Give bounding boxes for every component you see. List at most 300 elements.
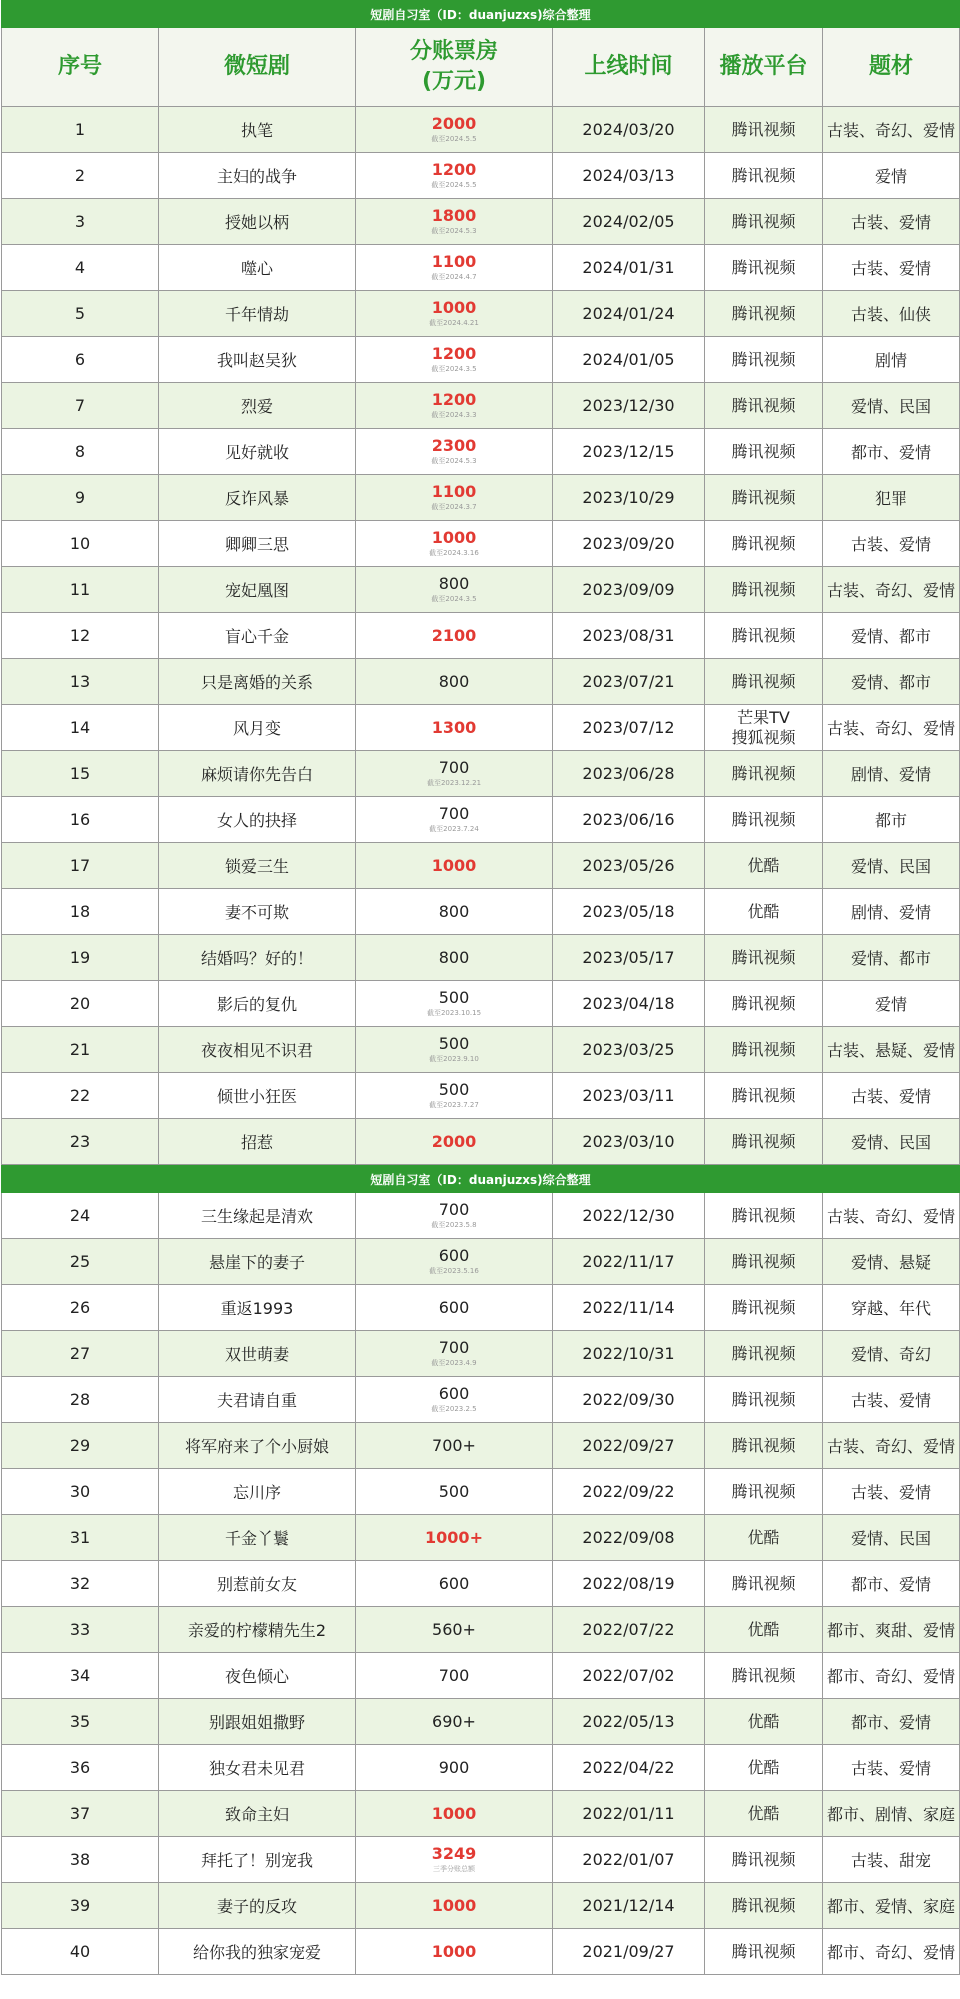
drama-title: 招惹 — [159, 1119, 356, 1165]
release-date: 2023/12/15 — [553, 429, 705, 475]
box-office-value: 1000 — [431, 855, 477, 875]
genre: 古装、仙侠 — [823, 291, 960, 337]
drama-title: 千年情劫 — [159, 291, 356, 337]
box-office-cell — [356, 1239, 553, 1285]
table-row — [2, 1119, 960, 1165]
box-office-cell — [356, 1745, 553, 1791]
table-row — [2, 1929, 960, 1975]
genre: 爱情、悬疑 — [823, 1239, 960, 1285]
box-office-note: 三季分账总额 — [433, 1865, 475, 1873]
row-index: 1 — [2, 107, 159, 153]
release-date: 2023/03/11 — [553, 1073, 705, 1119]
release-date: 2023/03/25 — [553, 1027, 705, 1073]
row-index: 27 — [2, 1331, 159, 1377]
table-row — [2, 613, 960, 659]
table-row — [2, 1699, 960, 1745]
box-office-value: 3249 — [431, 1844, 477, 1863]
release-date: 2023/03/10 — [553, 1119, 705, 1165]
box-office-cell — [356, 1027, 553, 1073]
drama-title: 妻子的反攻 — [159, 1883, 356, 1929]
genre: 古装、爱情 — [823, 1377, 960, 1423]
platform: 腾讯视频 — [705, 1423, 823, 1469]
table-row — [2, 567, 960, 613]
box-office-value: 500 — [438, 1080, 470, 1099]
genre: 古装、甜宠 — [823, 1837, 960, 1883]
platform: 腾讯视频 — [705, 1561, 823, 1607]
box-office-cell — [356, 567, 553, 613]
row-index: 30 — [2, 1469, 159, 1515]
platform: 腾讯视频 — [705, 613, 823, 659]
box-office-value: 500 — [438, 1481, 470, 1501]
box-office-note: 截至2023.12.21 — [426, 779, 482, 787]
row-index: 22 — [2, 1073, 159, 1119]
row-index: 20 — [2, 981, 159, 1027]
row-index: 29 — [2, 1423, 159, 1469]
table-row — [2, 1193, 960, 1239]
box-office-cell — [356, 659, 553, 705]
box-office-note: 截至2023.7.27 — [429, 1101, 479, 1109]
row-index: 19 — [2, 935, 159, 981]
drama-title: 执笔 — [159, 107, 356, 153]
release-date: 2023/07/12 — [553, 705, 705, 751]
box-office-cell — [356, 1561, 553, 1607]
drama-title: 女人的抉择 — [159, 797, 356, 843]
row-index: 15 — [2, 751, 159, 797]
row-index: 23 — [2, 1119, 159, 1165]
table-row — [2, 337, 960, 383]
row-index: 26 — [2, 1285, 159, 1331]
table-row — [2, 1561, 960, 1607]
drama-title: 夫君请自重 — [159, 1377, 356, 1423]
box-office-cell — [356, 1883, 553, 1929]
box-office-cell — [356, 797, 553, 843]
drama-title: 噬心 — [159, 245, 356, 291]
box-office-value: 2100 — [431, 625, 477, 645]
release-date: 2023/06/28 — [553, 751, 705, 797]
drama-title: 我叫赵吴狄 — [159, 337, 356, 383]
release-date: 2023/07/21 — [553, 659, 705, 705]
box-office-value: 1100 — [431, 252, 477, 271]
release-date: 2022/09/22 — [553, 1469, 705, 1515]
box-office-cell — [356, 291, 553, 337]
platform: 腾讯视频 — [705, 1469, 823, 1515]
box-office-cell — [356, 613, 553, 659]
box-office-note: 截至2024.3.3 — [431, 411, 477, 419]
platform: 腾讯视频 — [705, 1285, 823, 1331]
header-title: 微短剧 — [159, 28, 356, 107]
row-index: 31 — [2, 1515, 159, 1561]
box-office-cell — [356, 429, 553, 475]
genre: 古装、奇幻、爱情 — [823, 107, 960, 153]
box-office-value: 600 — [438, 1246, 470, 1265]
box-office-cell — [356, 751, 553, 797]
drama-title: 见好就收 — [159, 429, 356, 475]
release-date: 2023/05/17 — [553, 935, 705, 981]
release-date: 2022/09/08 — [553, 1515, 705, 1561]
genre: 剧情、爱情 — [823, 889, 960, 935]
platform: 腾讯视频 — [705, 567, 823, 613]
platform: 腾讯视频 — [705, 1883, 823, 1929]
row-index: 8 — [2, 429, 159, 475]
table-row — [2, 1515, 960, 1561]
genre: 剧情、爱情 — [823, 751, 960, 797]
box-office-note: 截至2023.7.24 — [429, 825, 479, 833]
box-office-value: 1200 — [431, 344, 477, 363]
release-date: 2024/01/24 — [553, 291, 705, 337]
box-office-cell — [356, 1837, 553, 1883]
table-row — [2, 1377, 960, 1423]
box-office-value: 1000 — [431, 1803, 477, 1823]
box-office-value: 690+ — [432, 1711, 476, 1731]
release-date: 2022/09/27 — [553, 1423, 705, 1469]
box-office-value: 500 — [438, 1034, 470, 1053]
genre: 爱情、奇幻 — [823, 1331, 960, 1377]
box-office-cell — [356, 1119, 553, 1165]
release-date: 2022/12/30 — [553, 1193, 705, 1239]
table-part-2 — [1, 1165, 960, 1975]
release-date: 2022/09/30 — [553, 1377, 705, 1423]
drama-title: 给你我的独家宠爱 — [159, 1929, 356, 1975]
release-date: 2022/07/02 — [553, 1653, 705, 1699]
box-office-value: 1200 — [431, 160, 477, 179]
genre: 古装、奇幻、爱情 — [823, 1423, 960, 1469]
box-office-note: 截至2023.10.15 — [426, 1009, 482, 1017]
table-row — [2, 107, 960, 153]
genre: 爱情 — [823, 153, 960, 199]
release-date: 2023/09/09 — [553, 567, 705, 613]
box-office-value: 700 — [438, 1200, 470, 1219]
genre: 古装、爱情 — [823, 1745, 960, 1791]
release-date: 2021/09/27 — [553, 1929, 705, 1975]
platform: 优酷 — [705, 889, 823, 935]
table-row — [2, 475, 960, 521]
row-index: 5 — [2, 291, 159, 337]
table-row — [2, 843, 960, 889]
platform: 腾讯视频 — [705, 1119, 823, 1165]
release-date: 2022/05/13 — [553, 1699, 705, 1745]
platform: 优酷 — [705, 1607, 823, 1653]
row-index: 2 — [2, 153, 159, 199]
table-row — [2, 199, 960, 245]
row-index: 35 — [2, 1699, 159, 1745]
box-office-value: 1000 — [431, 298, 477, 317]
genre: 都市、奇幻、爱情 — [823, 1929, 960, 1975]
release-date: 2022/07/22 — [553, 1607, 705, 1653]
drama-title: 主妇的战争 — [159, 153, 356, 199]
table-row — [2, 935, 960, 981]
platform: 腾讯视频 — [705, 199, 823, 245]
drama-title: 结婚吗？好的！ — [159, 935, 356, 981]
platform: 优酷 — [705, 843, 823, 889]
box-office-note: 截至2024.5.5 — [431, 135, 477, 143]
box-office-cell — [356, 107, 553, 153]
drama-title: 卿卿三思 — [159, 521, 356, 567]
box-office-value: 700 — [438, 1665, 470, 1685]
table-row — [2, 153, 960, 199]
release-date: 2024/01/05 — [553, 337, 705, 383]
box-office-cell — [356, 475, 553, 521]
row-index: 9 — [2, 475, 159, 521]
box-office-value: 700 — [438, 758, 470, 777]
drama-title: 授她以柄 — [159, 199, 356, 245]
box-office-note: 截至2024.3.7 — [431, 503, 477, 511]
box-office-cell — [356, 843, 553, 889]
box-office-note: 截至2023.9.10 — [429, 1055, 479, 1063]
box-office-note: 截至2023.5.8 — [431, 1221, 477, 1229]
box-office-cell — [356, 1285, 553, 1331]
box-office-value: 600 — [438, 1573, 470, 1593]
genre: 爱情、都市 — [823, 613, 960, 659]
genre: 都市、爱情 — [823, 1699, 960, 1745]
box-office-value: 600 — [438, 1384, 470, 1403]
table-row — [2, 705, 960, 751]
table-row — [2, 1837, 960, 1883]
row-index: 36 — [2, 1745, 159, 1791]
drama-title: 烈爱 — [159, 383, 356, 429]
genre: 爱情、民国 — [823, 1119, 960, 1165]
release-date: 2024/03/20 — [553, 107, 705, 153]
row-index: 28 — [2, 1377, 159, 1423]
row-index: 11 — [2, 567, 159, 613]
row-index: 14 — [2, 705, 159, 751]
source-banner-repeat: 短剧自习室（ID：duanjuzxs)综合整理 — [2, 1166, 960, 1193]
row-index: 40 — [2, 1929, 159, 1975]
release-date: 2023/05/18 — [553, 889, 705, 935]
release-date: 2023/05/26 — [553, 843, 705, 889]
platform: 腾讯视频 — [705, 475, 823, 521]
table-row — [2, 1607, 960, 1653]
row-index: 7 — [2, 383, 159, 429]
box-office-value: 700 — [438, 804, 470, 823]
platform: 腾讯视频 — [705, 981, 823, 1027]
box-office-value: 500 — [438, 988, 470, 1007]
platform: 优酷 — [705, 1791, 823, 1837]
box-office-value: 1000+ — [425, 1527, 483, 1547]
genre: 爱情、民国 — [823, 1515, 960, 1561]
genre: 古装、爱情 — [823, 1469, 960, 1515]
genre: 穿越、年代 — [823, 1285, 960, 1331]
header-platform: 播放平台 — [705, 28, 823, 107]
genre: 古装、爱情 — [823, 1073, 960, 1119]
box-office-value: 800 — [438, 574, 470, 593]
table-row — [2, 1791, 960, 1837]
table-row — [2, 1027, 960, 1073]
drama-title: 三生缘起是清欢 — [159, 1193, 356, 1239]
box-office-cell — [356, 153, 553, 199]
box-office-note: 截至2024.5.5 — [431, 181, 477, 189]
genre: 古装、爱情 — [823, 245, 960, 291]
box-office-note: 截至2024.5.3 — [431, 457, 477, 465]
row-index: 37 — [2, 1791, 159, 1837]
box-office-cell — [356, 1469, 553, 1515]
box-office-cell — [356, 1193, 553, 1239]
table-row — [2, 1331, 960, 1377]
box-office-note: 截至2023.5.16 — [429, 1267, 479, 1275]
header-index: 序号 — [2, 28, 159, 107]
table-row — [2, 1653, 960, 1699]
box-office-value: 1000 — [431, 1941, 477, 1961]
box-office-value: 800 — [438, 671, 470, 691]
drama-title: 倾世小狂医 — [159, 1073, 356, 1119]
drama-title: 别惹前女友 — [159, 1561, 356, 1607]
table-row — [2, 981, 960, 1027]
drama-title: 别跟姐姐撒野 — [159, 1699, 356, 1745]
genre: 都市、爽甜、爱情 — [823, 1607, 960, 1653]
row-index: 18 — [2, 889, 159, 935]
box-office-cell — [356, 889, 553, 935]
table-row — [2, 1423, 960, 1469]
box-office-note: 截至2024.4.7 — [431, 273, 477, 281]
platform: 腾讯视频 — [705, 1653, 823, 1699]
header-release-date: 上线时间 — [553, 28, 705, 107]
drama-title: 致命主妇 — [159, 1791, 356, 1837]
row-index: 3 — [2, 199, 159, 245]
box-office-value: 1300 — [431, 717, 477, 737]
row-index: 12 — [2, 613, 159, 659]
drama-title: 妻不可欺 — [159, 889, 356, 935]
box-office-value: 1000 — [431, 1895, 477, 1915]
row-index: 32 — [2, 1561, 159, 1607]
box-office-cell — [356, 1073, 553, 1119]
box-office-value: 1100 — [431, 482, 477, 501]
box-office-note: 截至2023.4.9 — [431, 1359, 477, 1367]
header-box-office: 分账票房 (万元) — [356, 28, 553, 107]
platform: 腾讯视频 — [705, 1027, 823, 1073]
platform: 腾讯视频 — [705, 1377, 823, 1423]
box-office-note: 截至2024.3.5 — [431, 365, 477, 373]
platform: 腾讯视频 — [705, 797, 823, 843]
header-genre: 题材 — [823, 28, 960, 107]
release-date: 2023/09/20 — [553, 521, 705, 567]
table-row — [2, 429, 960, 475]
box-office-cell — [356, 1791, 553, 1837]
platform: 腾讯视频 — [705, 291, 823, 337]
box-office-value: 560+ — [432, 1619, 476, 1639]
box-office-value: 700 — [438, 1338, 470, 1357]
table-row — [2, 245, 960, 291]
drama-title: 独女君未见君 — [159, 1745, 356, 1791]
release-date: 2023/12/30 — [553, 383, 705, 429]
table-part-1 — [1, 0, 960, 1165]
row-index: 33 — [2, 1607, 159, 1653]
drama-title: 拜托了！别宠我 — [159, 1837, 356, 1883]
drama-title: 锁爱三生 — [159, 843, 356, 889]
genre: 古装、悬疑、爱情 — [823, 1027, 960, 1073]
box-office-cell — [356, 705, 553, 751]
platform: 优酷 — [705, 1515, 823, 1561]
box-office-cell — [356, 1929, 553, 1975]
drama-title: 夜色倾心 — [159, 1653, 356, 1699]
drama-title: 悬崖下的妻子 — [159, 1239, 356, 1285]
release-date: 2024/03/13 — [553, 153, 705, 199]
table-row — [2, 521, 960, 567]
box-office-cell — [356, 981, 553, 1027]
box-office-cell — [356, 383, 553, 429]
genre: 古装、奇幻、爱情 — [823, 1193, 960, 1239]
release-date: 2021/12/14 — [553, 1883, 705, 1929]
box-office-value: 900 — [438, 1757, 470, 1777]
box-office-value: 1000 — [431, 528, 477, 547]
genre: 古装、爱情 — [823, 199, 960, 245]
platform: 腾讯视频 — [705, 1073, 823, 1119]
box-office-cell — [356, 1423, 553, 1469]
drama-title: 双世萌妻 — [159, 1331, 356, 1377]
box-office-cell — [356, 199, 553, 245]
platform: 腾讯视频 — [705, 1193, 823, 1239]
platform: 腾讯视频 — [705, 751, 823, 797]
platform: 腾讯视频 — [705, 1331, 823, 1377]
box-office-value: 1200 — [431, 390, 477, 409]
release-date: 2022/01/07 — [553, 1837, 705, 1883]
drama-title: 亲爱的柠檬精先生2 — [159, 1607, 356, 1653]
box-office-value: 800 — [438, 901, 470, 921]
drama-title: 千金丫鬟 — [159, 1515, 356, 1561]
row-index: 10 — [2, 521, 159, 567]
table-row — [2, 291, 960, 337]
genre: 剧情 — [823, 337, 960, 383]
box-office-note: 截至2024.3.16 — [429, 549, 479, 557]
platform: 腾讯视频 — [705, 245, 823, 291]
genre: 古装、奇幻、爱情 — [823, 705, 960, 751]
row-index: 4 — [2, 245, 159, 291]
table-row — [2, 659, 960, 705]
table-row — [2, 383, 960, 429]
genre: 古装、奇幻、爱情 — [823, 567, 960, 613]
box-office-value: 2000 — [431, 114, 477, 133]
drama-title: 反诈风暴 — [159, 475, 356, 521]
box-office-cell — [356, 337, 553, 383]
box-office-note: 截至2024.5.3 — [431, 227, 477, 235]
table-row — [2, 751, 960, 797]
table-row — [2, 1239, 960, 1285]
drama-title: 风月变 — [159, 705, 356, 751]
genre: 都市、剧情、家庭 — [823, 1791, 960, 1837]
platform: 腾讯视频 — [705, 1239, 823, 1285]
release-date: 2022/01/11 — [553, 1791, 705, 1837]
release-date: 2022/10/31 — [553, 1331, 705, 1377]
release-date: 2023/10/29 — [553, 475, 705, 521]
drama-title: 只是离婚的关系 — [159, 659, 356, 705]
row-index: 17 — [2, 843, 159, 889]
drama-title: 重返1993 — [159, 1285, 356, 1331]
release-date: 2024/01/31 — [553, 245, 705, 291]
drama-title: 盲心千金 — [159, 613, 356, 659]
row-index: 39 — [2, 1883, 159, 1929]
box-office-value: 1800 — [431, 206, 477, 225]
release-date: 2023/04/18 — [553, 981, 705, 1027]
drama-title: 宠妃凰图 — [159, 567, 356, 613]
box-office-cell — [356, 1607, 553, 1653]
row-index: 16 — [2, 797, 159, 843]
genre: 爱情、都市 — [823, 935, 960, 981]
row-index: 24 — [2, 1193, 159, 1239]
table-row — [2, 1745, 960, 1791]
platform: 腾讯视频 — [705, 659, 823, 705]
platform: 优酷 — [705, 1745, 823, 1791]
table-row — [2, 1285, 960, 1331]
box-office-cell — [356, 1699, 553, 1745]
row-index: 25 — [2, 1239, 159, 1285]
platform: 腾讯视频 — [705, 429, 823, 475]
platform: 腾讯视频 — [705, 521, 823, 567]
drama-title: 忘川序 — [159, 1469, 356, 1515]
genre: 爱情 — [823, 981, 960, 1027]
box-office-cell — [356, 1331, 553, 1377]
box-office-note: 截至2024.3.5 — [431, 595, 477, 603]
platform: 腾讯视频 — [705, 337, 823, 383]
platform: 腾讯视频 — [705, 107, 823, 153]
platform: 腾讯视频 — [705, 153, 823, 199]
